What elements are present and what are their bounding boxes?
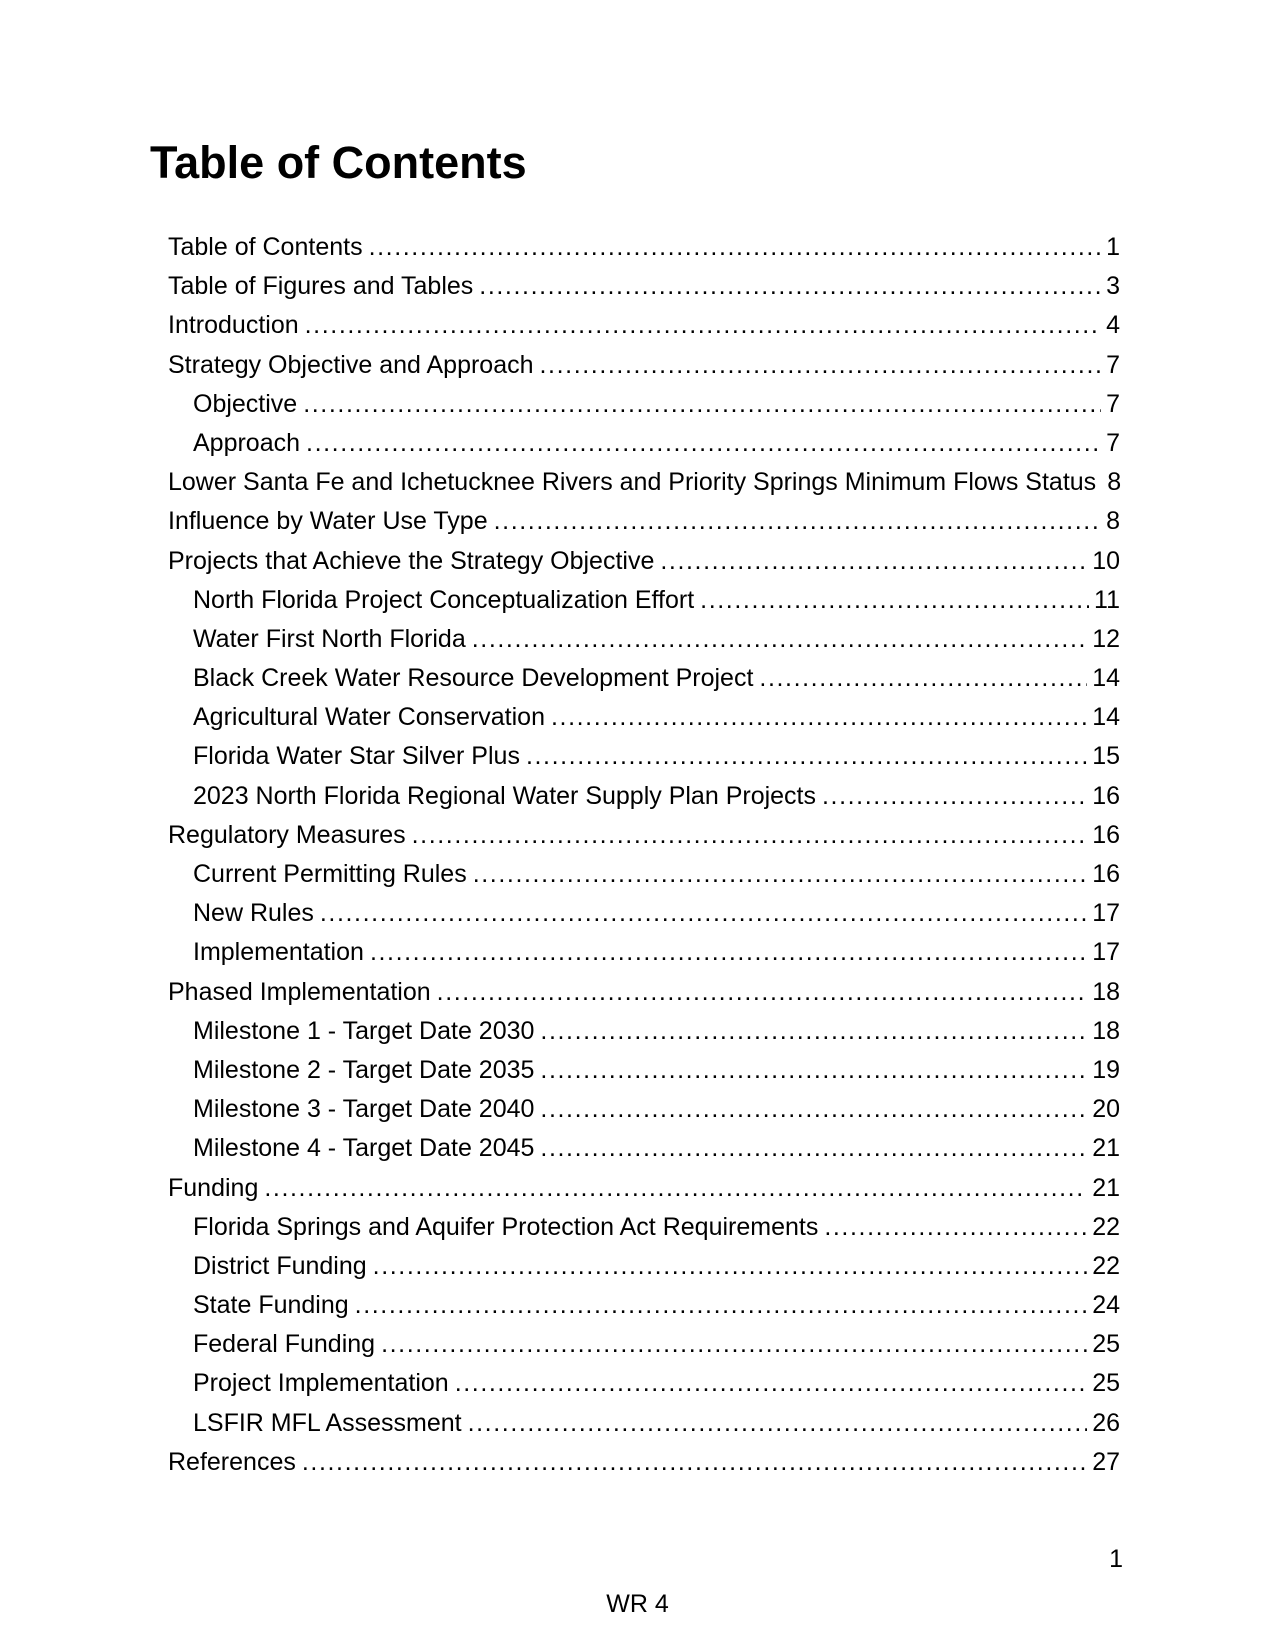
toc-entry[interactable]: [168, 306, 1120, 345]
toc-entry-label[interactable]: Regulatory Measures: [168, 820, 406, 849]
toc-entry-label[interactable]: Milestone 2 - Target Date 2035: [193, 1055, 535, 1084]
toc-entry[interactable]: [168, 581, 1120, 620]
toc-entry[interactable]: [168, 620, 1120, 659]
toc-entry[interactable]: [168, 816, 1120, 855]
toc-entry-label[interactable]: Florida Springs and Aquifer Protection Act Requirements: [193, 1212, 819, 1241]
page-title: Table of Contents: [150, 137, 527, 188]
toc-entry-page: 17: [1092, 899, 1120, 928]
toc-entry-page: 17: [1092, 938, 1120, 967]
toc-entry-page: 15: [1092, 742, 1120, 771]
toc-entry-page: 26: [1092, 1408, 1120, 1437]
dot-leader: [824, 1208, 1087, 1247]
toc-entry-label[interactable]: Water First North Florida: [193, 624, 466, 653]
footer-doc-code: WR 4: [606, 1590, 669, 1618]
toc-entry-page: 21: [1092, 1134, 1120, 1163]
dot-leader: [381, 1325, 1087, 1364]
toc-entry-label[interactable]: Strategy Objective and Approach: [168, 350, 534, 379]
toc-entry-page: 8: [1106, 507, 1120, 536]
dot-leader: [370, 933, 1087, 972]
toc-entry[interactable]: [168, 346, 1120, 385]
toc-entry[interactable]: [168, 1404, 1120, 1443]
dot-leader: [700, 581, 1089, 620]
toc-entry-page: 25: [1092, 1330, 1120, 1359]
toc-entry-label[interactable]: Agricultural Water Conservation: [193, 703, 545, 732]
toc-entry[interactable]: [168, 659, 1120, 698]
toc-entry-label[interactable]: North Florida Project Conceptualization Effort: [193, 585, 695, 614]
toc-entry-label[interactable]: New Rules: [193, 899, 314, 928]
toc-entry[interactable]: [168, 1129, 1120, 1168]
dot-leader: [494, 502, 1101, 541]
dot-leader: [306, 424, 1101, 463]
toc-entry-page: 14: [1092, 703, 1120, 732]
dot-leader: [479, 267, 1101, 306]
toc-entry-page: 4: [1106, 311, 1120, 340]
toc-entry-label[interactable]: Phased Implementation: [168, 977, 431, 1006]
toc-entry-label[interactable]: Introduction: [168, 311, 299, 340]
toc-entry-page: 8: [1107, 468, 1122, 497]
toc-entry-page: 27: [1092, 1447, 1120, 1476]
toc-entry-label[interactable]: Federal Funding: [193, 1330, 376, 1359]
toc-entry[interactable]: [168, 1247, 1120, 1286]
toc-entry-page: 7: [1106, 350, 1120, 379]
toc-entry[interactable]: [168, 1012, 1120, 1051]
toc-entry-page: 3: [1106, 272, 1120, 301]
toc-entry-label[interactable]: Objective: [193, 389, 298, 418]
toc-entry-label[interactable]: Table of Contents: [168, 233, 363, 261]
toc-entry[interactable]: [168, 228, 1120, 267]
toc-entry-label[interactable]: LSFIR MFL Assessment: [193, 1408, 462, 1437]
toc-entry[interactable]: [168, 1325, 1120, 1364]
dot-leader: [540, 1090, 1087, 1129]
dot-leader: [455, 1364, 1088, 1403]
toc-entry-page: 1: [1106, 233, 1120, 261]
toc-entry[interactable]: [168, 1090, 1120, 1129]
toc-entry-label[interactable]: 2023 North Florida Regional Water Supply Plan Projects: [193, 781, 816, 810]
toc-entry-page: 18: [1092, 977, 1120, 1006]
toc-entry[interactable]: [168, 463, 1120, 502]
dot-leader: [473, 855, 1087, 894]
toc-entry[interactable]: [168, 1443, 1120, 1482]
dot-leader: [355, 1286, 1088, 1325]
dot-leader: [305, 306, 1101, 345]
toc-entry[interactable]: [168, 737, 1120, 776]
toc-entry-page: 16: [1092, 820, 1120, 849]
toc-entry-label[interactable]: Implementation: [193, 938, 364, 967]
toc-entry[interactable]: [168, 385, 1120, 424]
dot-leader: [264, 1169, 1087, 1208]
toc-entry-label[interactable]: Milestone 1 - Target Date 2030: [193, 1016, 535, 1045]
toc-entry[interactable]: [168, 973, 1120, 1012]
toc-entry-page: 10: [1092, 546, 1120, 575]
toc-entry-page: 22: [1092, 1212, 1120, 1241]
toc-entry-label[interactable]: Project Implementation: [193, 1369, 449, 1398]
dot-leader: [759, 659, 1087, 698]
toc-entry-page: 16: [1092, 781, 1120, 810]
toc-entry-label[interactable]: Approach: [193, 428, 301, 457]
dot-leader: [472, 620, 1087, 659]
toc-entry[interactable]: [168, 424, 1120, 463]
dot-leader: [303, 385, 1101, 424]
toc-entry-label[interactable]: Lower Santa Fe and Ichetucknee Rivers and Priority Springs Minimum Flows Status: [168, 468, 1097, 497]
dot-leader: [540, 1051, 1087, 1090]
dot-leader: [412, 816, 1088, 855]
toc-entry-page: 12: [1092, 624, 1120, 653]
toc-entry-page: 7: [1106, 389, 1120, 418]
toc-entry-page: 25: [1092, 1369, 1120, 1398]
toc-entry[interactable]: [168, 1169, 1120, 1208]
toc-entry-label[interactable]: Influence by Water Use Type: [168, 507, 488, 536]
toc-entry-page: 24: [1092, 1291, 1120, 1320]
toc-entry-label[interactable]: District Funding: [193, 1251, 367, 1280]
dot-leader: [468, 1404, 1088, 1443]
dot-leader: [540, 1012, 1087, 1051]
toc-entry-label[interactable]: Projects that Achieve the Strategy Objective: [168, 546, 655, 575]
dot-leader: [526, 737, 1087, 776]
toc-entry-label[interactable]: Florida Water Star Silver Plus: [193, 742, 520, 771]
toc-entry[interactable]: [168, 502, 1120, 541]
toc-entry-page: 16: [1092, 860, 1120, 888]
dot-leader: [551, 698, 1087, 737]
toc-entry[interactable]: [168, 894, 1120, 933]
toc-entry[interactable]: [168, 542, 1120, 581]
toc-entry[interactable]: [168, 855, 1120, 894]
toc-entry-page: 22: [1092, 1251, 1120, 1280]
toc-entry[interactable]: [168, 933, 1120, 972]
toc-entry-label[interactable]: References: [168, 1447, 296, 1476]
toc-entry-page: 11: [1094, 585, 1120, 614]
toc-entry-label[interactable]: Black Creek Water Resource Development Project: [193, 664, 754, 693]
toc-entry-page: 7: [1106, 428, 1120, 457]
footer-page-number: 1: [1109, 1545, 1123, 1573]
toc-entry-page: 14: [1092, 664, 1120, 693]
toc-entry-page: 20: [1092, 1095, 1120, 1124]
toc-entry[interactable]: [168, 698, 1120, 737]
toc-entry-label[interactable]: Current Permitting Rules: [193, 860, 467, 888]
toc-entry[interactable]: [168, 1051, 1120, 1090]
toc-entry-page: 19: [1092, 1055, 1120, 1084]
dot-leader: [373, 1247, 1088, 1286]
dot-leader: [660, 542, 1087, 581]
toc-entry-label[interactable]: Milestone 4 - Target Date 2045: [193, 1134, 535, 1163]
toc-entry[interactable]: [168, 1364, 1120, 1403]
dot-leader: [320, 894, 1087, 933]
toc-entry[interactable]: [168, 267, 1120, 306]
dot-leader: [369, 228, 1102, 267]
toc-entry[interactable]: [168, 1286, 1120, 1325]
toc-list: [168, 228, 1120, 1482]
toc-entry-label[interactable]: State Funding: [193, 1291, 349, 1320]
dot-leader: [302, 1443, 1087, 1482]
toc-entry-label[interactable]: Funding: [168, 1173, 259, 1202]
toc-entry-page: 18: [1092, 1016, 1120, 1045]
toc-entry[interactable]: [168, 777, 1120, 816]
dot-leader: [540, 1129, 1087, 1168]
dot-leader: [540, 346, 1102, 385]
dot-leader: [822, 777, 1087, 816]
toc-entry[interactable]: [168, 1208, 1120, 1247]
toc-entry-label[interactable]: Table of Figures and Tables: [168, 272, 474, 301]
dot-leader: [437, 973, 1088, 1012]
toc-entry-page: 21: [1092, 1173, 1120, 1202]
toc-entry-label[interactable]: Milestone 3 - Target Date 2040: [193, 1095, 535, 1124]
